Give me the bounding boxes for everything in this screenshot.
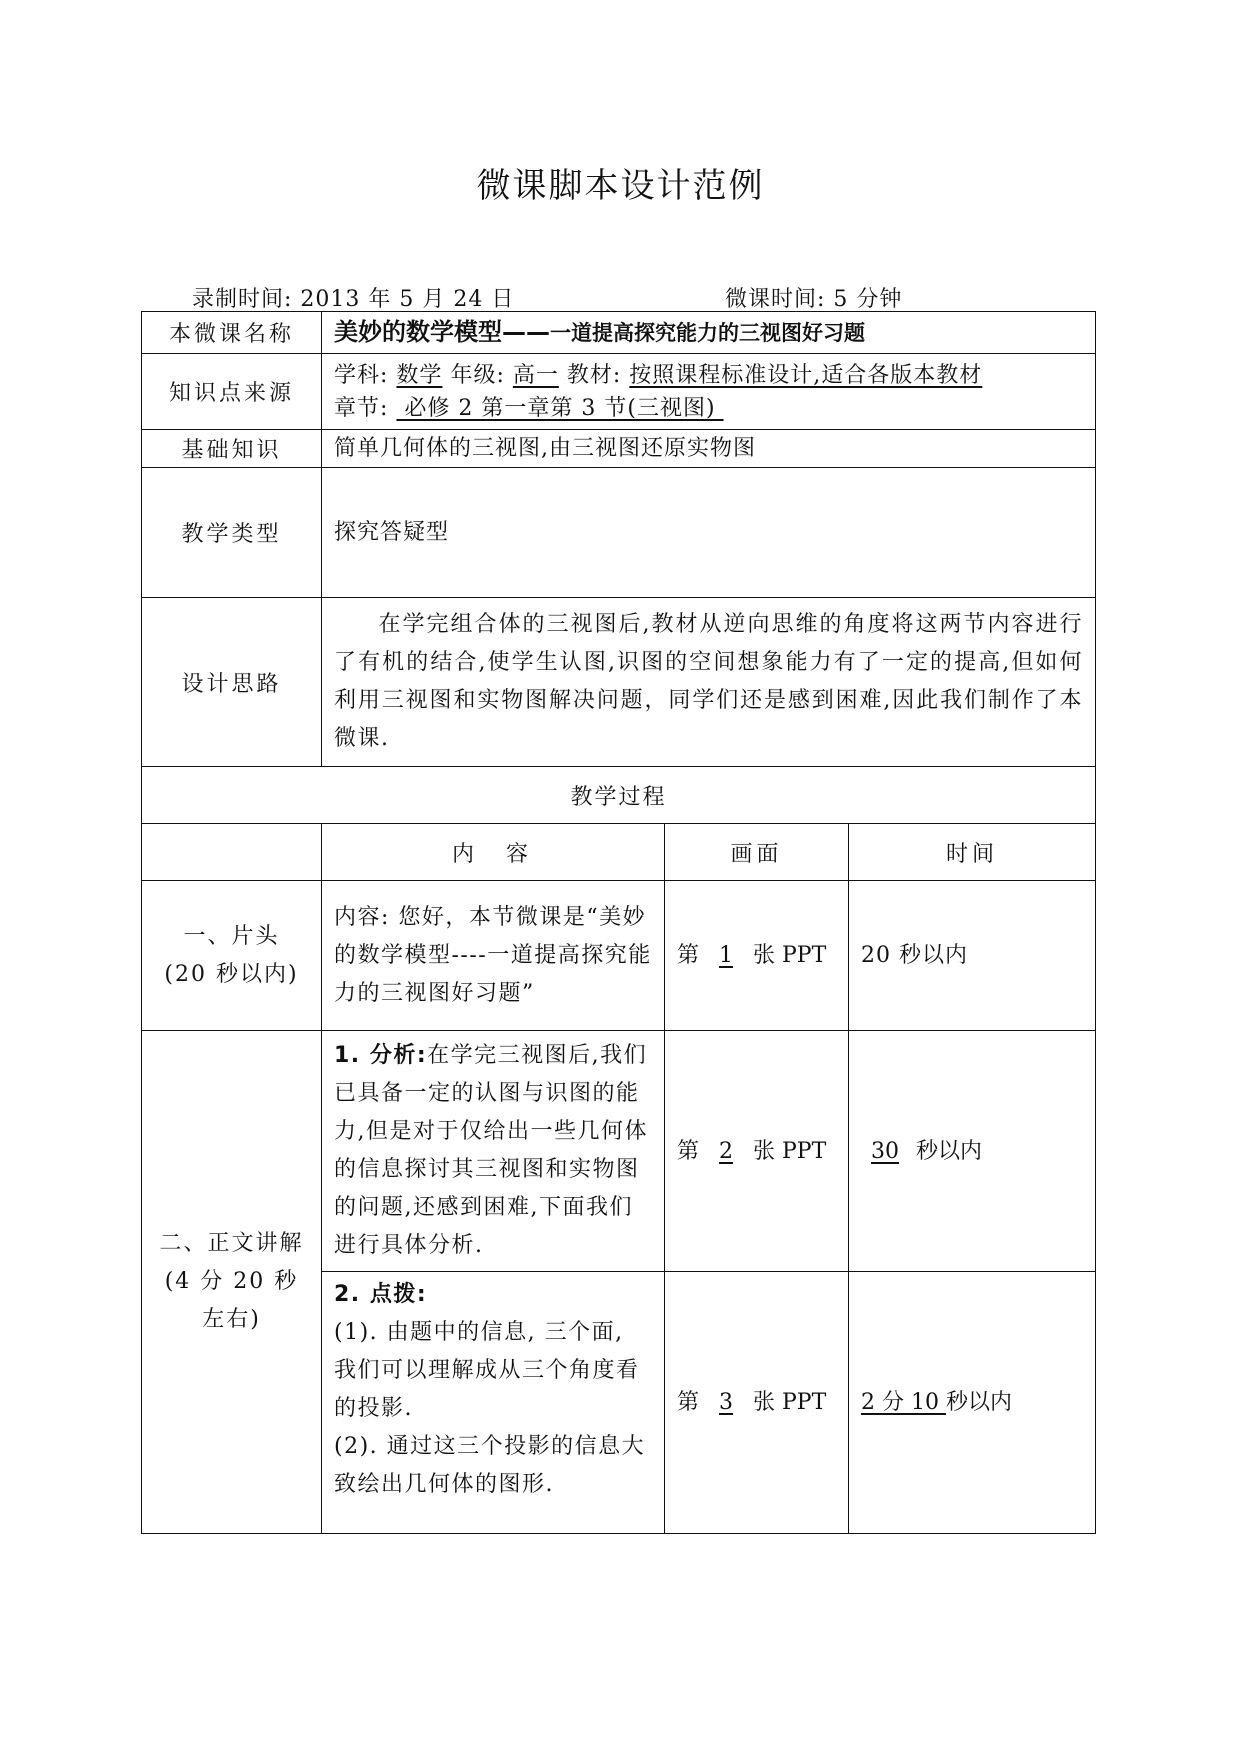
grade-value: 高一 [512,362,559,388]
slide-prefix: 第 [677,1390,700,1415]
textbook-label: 教材: [566,362,622,388]
teaching-type-label: 教学类型 [142,468,322,598]
hint-step-2: (2). 通过这三个投影的信息大致绘出几何体的图形. [334,1434,646,1497]
intro-screen-cell [665,881,849,1031]
col-header-content: 内 容 [322,824,665,881]
knowledge-source-label: 知识点来源 [142,354,322,430]
row-analysis [142,1031,1096,1272]
analysis-time-suffix: 秒以内 [916,1138,983,1164]
row-process-heading [142,767,1096,824]
hint-step-1: (1). 由题中的信息, 三个面, 我们可以理解成从三个角度看的投影. [334,1320,640,1421]
body-label-cell [142,1031,322,1534]
grade-label: 年级: [450,362,505,388]
row-lesson-name [142,312,1096,354]
slide-prefix: 第 [677,1138,700,1164]
hint-content [322,1272,665,1534]
chapter-label: 章节: [334,395,389,421]
hint-time-value: 2 分 10 [861,1390,946,1415]
basic-knowledge-label: 基础知识 [142,430,322,468]
body-label-line2: (4 分 20 秒 [164,1269,299,1294]
hint-screen-cell [665,1272,849,1534]
col-header-time: 时间 [849,824,1096,881]
intro-content: 内容: 您好，本节微课是“美妙的数学模型----一道提高探究能力的三视图好习题” [322,881,665,1031]
row-teaching-type [142,468,1096,598]
row-knowledge-source [142,354,1096,430]
body-label-line1: 二、正文讲解 [159,1231,304,1256]
intro-label-line1: 一、片头 [183,923,280,949]
hint-slide-number: 3 [719,1390,734,1415]
lesson-name-cell [322,312,1096,354]
process-heading: 教学过程 [142,767,1096,824]
textbook-value: 按照课程标准设计,适合各版本教材 [629,362,983,388]
analysis-content [322,1031,665,1272]
body-label-line3: 左右) [202,1307,261,1332]
lesson-name-sub: 一道提高探究能力的三视图好习题 [550,320,865,345]
basic-knowledge-value: 简单几何体的三视图,由三视图还原实物图 [322,430,1096,468]
lesson-duration: 微课时间: 5 分钟 [725,287,903,312]
row-intro [142,881,1096,1031]
intro-label-line2: (20 秒以内) [164,961,299,987]
analysis-text: 在学完三视图后,我们已具备一定的认图与识图的能力,但是对于仅给出一些几何体的信息探讨其三视图和实物图的问题,还感到困难,下面我们进行具体分析. [334,1043,648,1258]
subject-label: 学科: [334,362,389,388]
knowledge-source-cell [322,354,1096,430]
lesson-name-label: 本微课名称 [142,312,322,354]
hint-time-cell [849,1272,1096,1534]
record-time: 录制时间: 2013 年 5 月 24 日 [192,287,515,312]
header-blank-cell [142,824,322,881]
intro-slide-number: 1 [719,943,734,968]
lesson-name-main: 美妙的数学模型—— [334,317,550,346]
intro-time: 20 秒以内 [849,881,1096,1031]
hint-title: 2. 点拨: [334,1282,428,1307]
row-design-idea [142,598,1096,767]
chapter-value: 必修 2 第一章第 3 节(三视图) [396,395,724,421]
design-idea-text: 在学完组合体的三视图后,教材从逆向思维的角度将这两节内容进行了有机的结合,使学生认图,识图的空间想象能力有了一定的提高,但如何利用三视图和实物图解决问题，同学们还是感到困难,因此我们制作了本微课. [334,612,1084,751]
analysis-screen-cell [665,1031,849,1272]
slide-suffix: 张 PPT [753,1138,827,1164]
analysis-time-cell [849,1031,1096,1272]
analysis-slide-number: 2 [719,1138,734,1164]
design-idea-cell [322,598,1096,767]
analysis-time-value: 30 [871,1138,899,1164]
col-header-screen: 画面 [665,824,849,881]
row-column-headers [142,824,1096,881]
slide-suffix: 张 PPT [753,943,827,968]
teaching-type-value: 探究答疑型 [322,468,1096,598]
document-title: 微课脚本设计范例 [476,166,765,206]
script-table [141,311,1096,1534]
analysis-title: 1. 分析: [334,1043,428,1068]
slide-suffix: 张 PPT [753,1390,827,1415]
subject-value: 数学 [396,362,443,388]
design-idea-label: 设计思路 [142,598,322,767]
hint-time-suffix: 秒以内 [945,1390,1012,1415]
slide-prefix: 第 [677,943,700,968]
row-basic-knowledge [142,430,1096,468]
intro-label-cell [142,881,322,1031]
